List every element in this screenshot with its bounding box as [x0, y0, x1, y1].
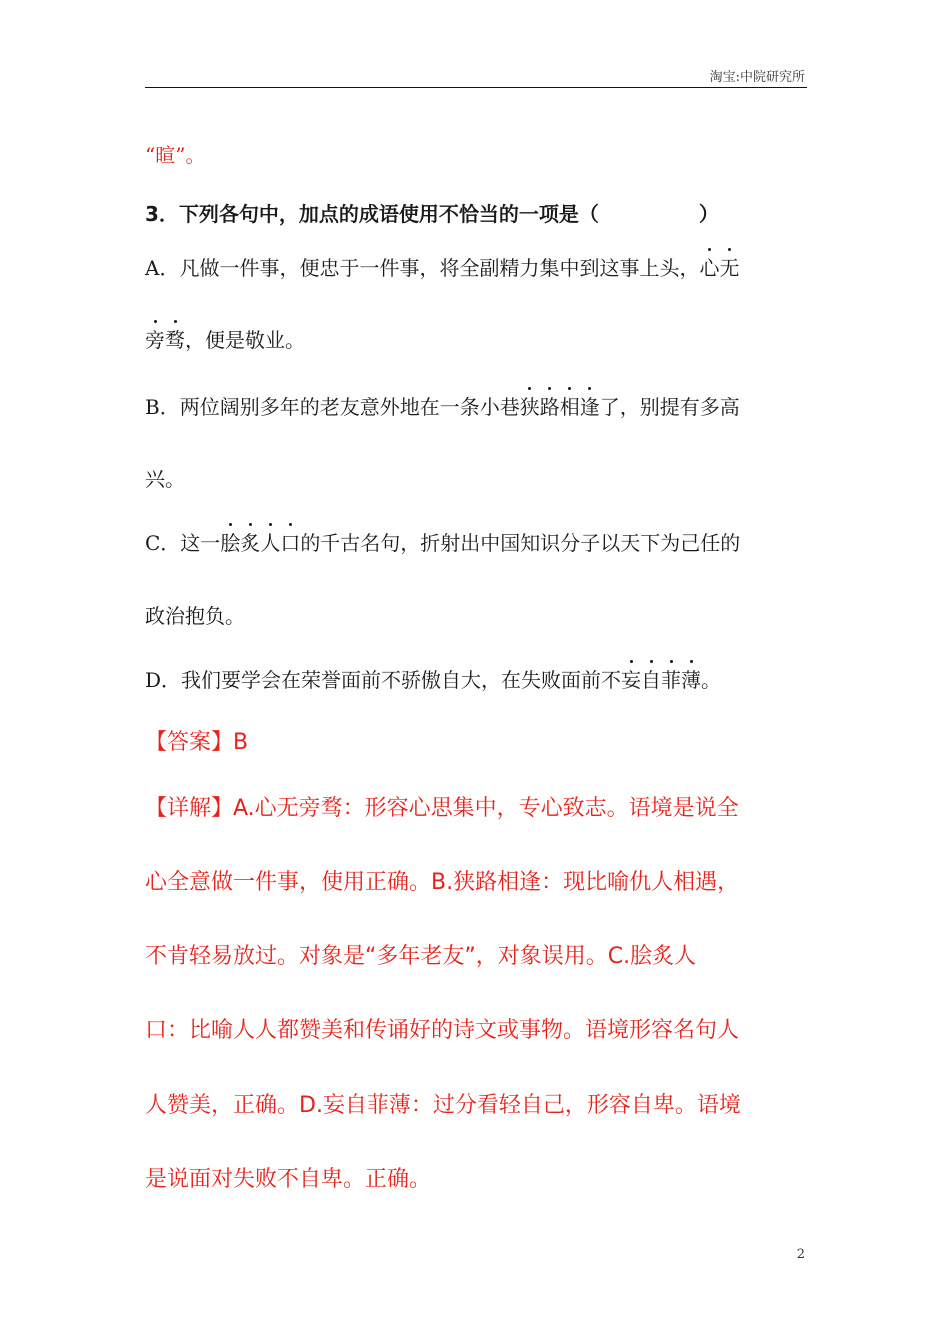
option-a-idiom-char: 骛 — [165, 328, 185, 352]
explanation-line: 【详解】A.心无旁骛：形容心思集中，专心致志。语境是说全 — [145, 796, 739, 821]
option-c-idiom-char: 人 — [260, 531, 281, 555]
option-c-suffix: 的千古名句，折射出中国知识分子以天下为己任的 — [300, 531, 741, 555]
option-d-suffix: 。 — [701, 668, 722, 692]
option-b-idiom-char: 路 — [539, 395, 560, 419]
option-d-idiom-char: 自 — [641, 668, 662, 692]
explanation-line: 口：比喻人人都赞美和传诵好的诗文或事物。语境形容名句人 — [145, 1018, 740, 1043]
option-c-idiom-char: 脍 — [220, 531, 241, 555]
option-d-idiom-char: 薄 — [681, 668, 702, 692]
option-b-line2: 兴。 — [145, 467, 185, 491]
option-c-prefix: C．这一 — [145, 531, 221, 555]
question-stem — [145, 200, 719, 228]
option-d-idiom-char: 菲 — [661, 668, 682, 692]
option-b-line1 — [145, 393, 740, 421]
option-b-suffix: 了，别提有多高 — [599, 395, 740, 419]
previous-fragment: “暄”。 — [145, 143, 206, 167]
explanation-line: 是说面对失败不自卑。正确。 — [145, 1167, 432, 1192]
option-a-suffix: ，便是敬业。 — [185, 328, 305, 352]
option-a-idiom-char: 无 — [719, 256, 740, 280]
option-c-idiom-char: 口 — [280, 531, 301, 555]
option-d-prefix: D．我们要学会在荣誉面前不骄傲自大，在失败面前不 — [145, 668, 622, 692]
explanation-line: 不肯轻易放过。对象是“多年老友”，对象误用。C.脍炙人 — [145, 944, 697, 969]
page-number: 2 — [796, 1247, 805, 1262]
header-rule — [145, 87, 807, 88]
question-stem-close: ） — [698, 202, 719, 226]
option-d-line1 — [145, 666, 721, 694]
option-b-idiom-char: 逢 — [579, 395, 600, 419]
question-number: 3． — [145, 202, 179, 226]
option-a-prefix: A．凡做一件事，便忠于一件事，将全副精力集中到这事上头， — [145, 256, 700, 280]
explanation-line: 人赞美，正确。D.妄自菲薄：过分看轻自己，形容自卑。语境 — [145, 1093, 741, 1118]
explanation-line: 心全意做一件事，使用正确。B.狭路相逢：现比喻仇人相遇， — [145, 870, 740, 895]
option-b-idiom-char: 狭 — [519, 395, 540, 419]
option-c-line1 — [145, 529, 740, 557]
option-c-line2: 政治抱负。 — [145, 604, 245, 628]
option-a-line2 — [145, 326, 305, 354]
option-a-idiom-char: 心 — [699, 256, 720, 280]
option-d-idiom-char: 妄 — [621, 668, 642, 692]
option-b-idiom-char: 相 — [559, 395, 580, 419]
option-a-idiom-char: 旁 — [145, 328, 165, 352]
answer-label: 【答案】B — [145, 730, 249, 755]
option-c-idiom-char: 炙 — [240, 531, 261, 555]
option-b-prefix: B．两位阔别多年的老友意外地在一条小巷 — [145, 395, 520, 419]
option-a-line1 — [145, 254, 739, 282]
header-source: 淘宝:中院研究所 — [709, 70, 805, 85]
question-text: 下列各句中，加点的成语使用不恰当的一项是（ — [178, 202, 599, 226]
